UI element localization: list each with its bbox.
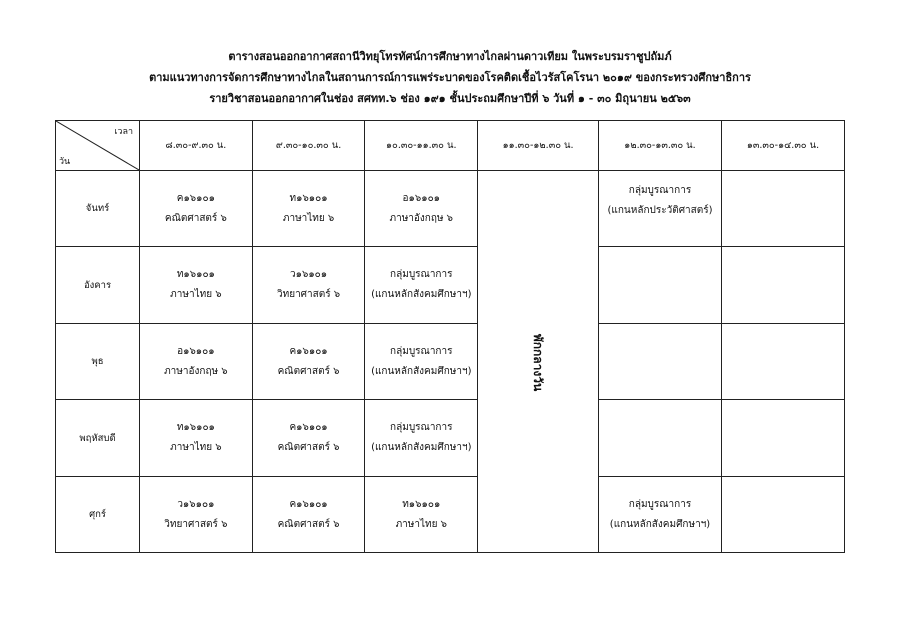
class-cell [721, 477, 844, 553]
class-cell [721, 171, 844, 247]
day-row [56, 400, 845, 477]
time-header: ๘.๓๐-๙.๓๐ น. [140, 121, 253, 171]
subject-code: ค๑๖๑๐๑ [289, 422, 328, 433]
corner-cell [56, 121, 140, 171]
subject-code: ค๑๖๑๐๑ [289, 498, 328, 510]
day-row [56, 247, 845, 324]
day-label: พุธ [56, 324, 140, 400]
class-cell [599, 477, 722, 553]
subject-name: (แกนหลักสังคมศึกษาฯ) [609, 518, 711, 530]
time-header: ๑๓.๓๐-๑๔.๓๐ น. [721, 121, 844, 171]
class-cell [252, 477, 365, 553]
subject-code: กลุ่มบูรณาการ [628, 498, 692, 510]
subject-name: คณิตศาสตร์ ๖ [277, 442, 340, 453]
subject-name: ภาษาไทย ๖ [170, 442, 222, 453]
class-cell [599, 171, 722, 247]
subject-name: ภาษาอังกฤษ ๖ [389, 212, 454, 224]
document-header [0, 46, 900, 109]
schedule-table [55, 120, 845, 553]
title-line-3: รายวิชาสอนออกอากาศในช่อง สศทท.๖ ช่อง ๑๙๑ ชั้นประถมศึกษาปีที่ ๖ วันที่ ๑ - ๓๐ มิถุนายน ๒๕๖๓ [209, 92, 691, 105]
class-cell [599, 247, 722, 324]
class-cell [365, 400, 478, 477]
subject-name: ภาษาไทย ๖ [170, 289, 222, 300]
subject-name: วิทยาศาสตร์ ๖ [164, 518, 228, 530]
day-label: จันทร์ [56, 171, 140, 247]
day-row [56, 324, 845, 400]
class-cell [365, 324, 478, 400]
subject-name: ภาษาไทย ๖ [395, 518, 447, 530]
subject-name: (แกนหลักสังคมศึกษาฯ) [371, 289, 472, 300]
day-label: ศุกร์ [56, 477, 140, 553]
class-cell [140, 247, 253, 324]
time-header: ๙.๓๐-๑๐.๓๐ น. [252, 121, 365, 171]
class-cell [599, 324, 722, 400]
subject-name: คณิตศาสตร์ ๖ [277, 365, 340, 377]
lunch-cell [478, 171, 599, 553]
time-header: ๑๒.๓๐-๑๓.๓๐ น. [599, 121, 722, 171]
time-header: ๑๐.๓๐-๑๑.๓๐ น. [365, 121, 478, 171]
class-cell [252, 400, 365, 477]
subject-code: อ๑๖๑๐๑ [402, 192, 441, 204]
subject-name: คณิตศาสตร์ ๖ [277, 518, 340, 530]
subject-name: คณิตศาสตร์ ๖ [164, 212, 227, 224]
subject-code: ค๑๖๑๐๑ [289, 345, 328, 357]
subject-code: ท๑๖๑๐๑ [289, 192, 328, 204]
subject-code: กลุ่มบูรณาการ [390, 269, 453, 280]
class-cell [721, 247, 844, 324]
subject-name: (แกนหลักสังคมศึกษาฯ) [371, 365, 472, 377]
class-cell [365, 171, 478, 247]
day-label: พฤหัสบดี [56, 400, 140, 477]
header-row [56, 121, 845, 171]
day-row [56, 171, 845, 247]
subject-code: ว๑๖๑๐๑ [177, 498, 215, 510]
corner-day-label: วัน [59, 157, 71, 167]
subject-code: ท๑๖๑๐๑ [176, 422, 215, 433]
subject-code: กลุ่มบูรณาการ [628, 185, 692, 196]
time-header: ๑๑.๓๐-๑๒.๓๐ น. [478, 121, 599, 171]
class-cell [365, 247, 478, 324]
class-cell [140, 171, 253, 247]
class-cell [252, 324, 365, 400]
subject-name: ภาษาอังกฤษ ๖ [164, 365, 228, 377]
class-cell [140, 400, 253, 477]
class-cell [252, 171, 365, 247]
class-cell [140, 477, 253, 553]
subject-name: ภาษาไทย ๖ [282, 212, 335, 224]
lunch-label: พักกลางวัน [531, 333, 546, 392]
corner-time-label: เวลา [114, 127, 134, 137]
class-cell [721, 400, 844, 477]
subject-name: (แกนหลักประวัติศาสตร์) [607, 205, 713, 216]
subject-code: ท๑๖๑๐๑ [176, 269, 215, 280]
day-row [56, 477, 845, 553]
title-line-2: ตามแนวทางการจัดการศึกษาทางไกลในสถานการณ์การแพร่ระบาดของโรคติดเชื้อไวรัสโคโรนา ๒๐๑๙ ของกระทรวงศึกษาธิการ [149, 71, 751, 84]
subject-name: (แกนหลักสังคมศึกษาฯ) [371, 442, 472, 453]
subject-code: ค๑๖๑๐๑ [176, 192, 215, 204]
subject-name: วิทยาศาสตร์ ๖ [277, 289, 341, 300]
class-cell [365, 477, 478, 553]
class-cell [599, 400, 722, 477]
subject-code: กลุ่มบูรณาการ [390, 345, 453, 357]
title-line-1: ตารางสอนออกอากาศสถานีวิทยุโทรทัศน์การศึกษาทางไกลผ่านดาวเทียม ในพระบรมราชูปถัมภ์ [228, 50, 672, 63]
class-cell [721, 324, 844, 400]
day-label: อังคาร [56, 247, 140, 324]
class-cell [252, 247, 365, 324]
subject-code: ว๑๖๑๐๑ [290, 269, 328, 280]
class-cell [140, 324, 253, 400]
subject-code: ท๑๖๑๐๑ [402, 498, 441, 510]
subject-code: อ๑๖๑๐๑ [177, 345, 215, 357]
subject-code: กลุ่มบูรณาการ [390, 422, 453, 433]
